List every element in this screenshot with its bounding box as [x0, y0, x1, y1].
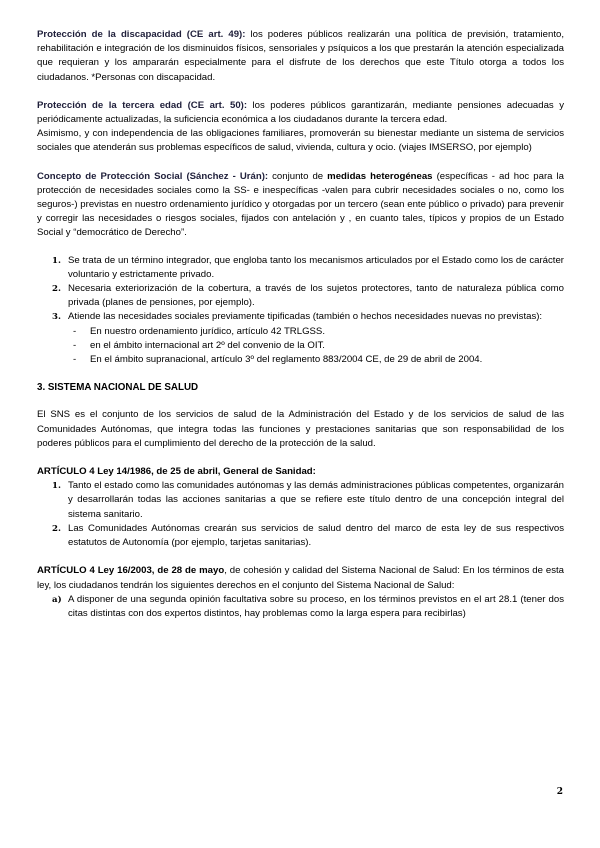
paragraph-ley-16-2003: ARTÍCULO 4 Ley 16/2003, de 28 de mayo, de cohesión y calidad del Sistema Nacional de Salud: En los términos de esta ley, los ciudadanos tendrán los siguientes derechos en el conjunto del Sistema Nacional de Salud: [37, 565, 564, 591]
heading-concepto: Concepto de Protección Social (Sánchez - Urán): [37, 170, 269, 182]
list-item: 1. Tanto el estado como las comunidades autónomas y las demás administraciones públicas competentes, organizarán y desarrollarán todas las acciones sanitarias a que se refiere este título dentro de una concepción integral del sistema sanitario. [52, 480, 564, 520]
dash-list [37, 325, 564, 368]
heading-ley-16-2003: ARTÍCULO 4 Ley 16/2003, de 28 de mayo [37, 565, 225, 577]
numbered-list-ley14 [37, 479, 564, 550]
lettered-list-ley16 [37, 593, 564, 621]
paragraph-tercera-edad-2: Asimismo, y con independencia de las obligaciones familiares, promoverán su bienestar mediante un sistema de servicios sociales que atenderán sus problemas específicos de salud, vivienda, cultura y ocio. (viajes IMSERSO, por ejemplo) [37, 128, 564, 154]
heading-ley-14-1986: ARTÍCULO 4 Ley 14/1986, de 25 de abril, General de Sanidad: [37, 466, 316, 478]
list-item: 3. Atiende las necesidades sociales previamente tipificadas (también o hechos necesidades nuevas no previstas): [52, 311, 543, 323]
heading-discapacidad: Protección de la discapacidad (CE art. 49): [37, 29, 246, 40]
section-title-sns: 3. SISTEMA NACIONAL DE SALUD [37, 382, 199, 394]
numbered-list-concepto [37, 254, 564, 325]
list-item: a) A disponer de una segunda opinión facultativa sobre su proceso, en los términos previstos en el art 28.1 (tener dos citas distintas con dos expertos distintos, hay problemas como la larga espera para recibirlas) [52, 593, 564, 619]
list-item: 2. Necesaria exteriorización de la cobertura, a través de los sujetos protectores, tanto de naturaleza pública como privada (planes de pensiones, por ejemplo). [52, 283, 564, 309]
page-number: 2 [556, 787, 563, 797]
paragraph-concepto: Concepto de Protección Social (Sánchez - Urán): conjunto de medidas heterogéneas (específicas - ad hoc para la protección de necesidades sociales como la SS- e inespecíficas -valen para cubrir necesidades sociales o no, como los seguros-) previstas en nuestro ordenamiento jurídico y otorgadas por un tercero (sean ente público o privado) para prevenir y corregir las necesidades o riesgos sociales, fijados con antelación y , en cuanto tales, típicos y propios de un Estado Social y “democrático de Derecho”. [37, 170, 564, 239]
document-page [37, 28, 564, 621]
paragraph-discapacidad: Protección de la discapacidad (CE art. 49): los poderes públicos realizarán una política de previsión, tratamiento, rehabilitación e integración de los disminuidos físicos, sensoriales y psíquicos a los que prestarán la atención especializada que requieran y los ampararán especialmente para el disfrute de los derechos que este Título otorga a todos los ciudadanos. *Personas con discapacidad. [37, 29, 564, 83]
list-item: 1. Se trata de un término integrador, que engloba tanto los mecanismos articulados por el Estado como los de carácter voluntario y estrictamente privado. [52, 254, 564, 280]
dash-list-item: - En el ámbito supranacional, artículo 3º del reglamento 883/2004 CE, de 29 de abril de 2004. [73, 354, 483, 366]
heading-tercera-edad: Protección de la tercera edad (CE art. 50): [37, 99, 248, 111]
paragraph-sns-intro: El SNS es el conjunto de los servicios de salud de la Administración del Estado y de los servicios de salud de las Comunidades Autónomas, que integra todas las funciones y prestaciones sanitarias que son responsabilidad de los poderes públicos para el cumplimiento del derecho de la protección de la salud. [37, 409, 564, 449]
dash-list-item: - En nuestro ordenamiento jurídico, artículo 42 TRLGSS. [73, 325, 325, 337]
dash-list-item: - en el ámbito internacional art 2º del convenio de la OIT. [73, 339, 325, 351]
list-item: 2. Las Comunidades Autónomas crearán sus servicios de salud dentro del marco de esta ley de sus respectivos estatutos de Autonomía (por ejemplo, tarjetas sanitarias). [52, 522, 564, 549]
paragraph-tercera-edad: Protección de la tercera edad (CE art. 50): los poderes públicos garantizarán, mediante pensiones adecuadas y periódicamente actualizadas, la suficiencia económica a los ciudadanos durante la tercera edad. [37, 99, 564, 126]
